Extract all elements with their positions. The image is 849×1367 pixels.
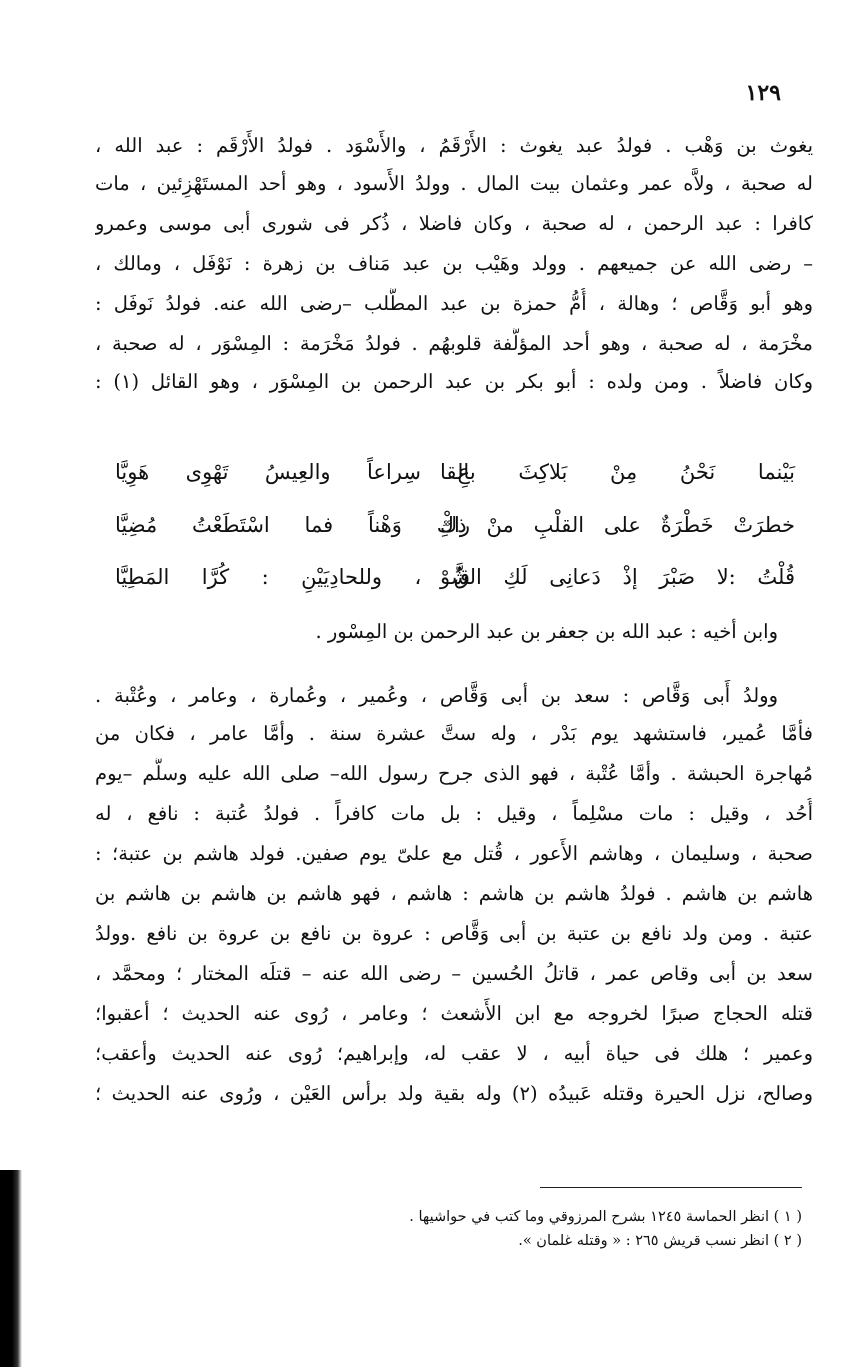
verse-hemistich-second: راكِ وَهْناً فما اسْتَطَعْتُ مُضِيَّا xyxy=(115,513,470,537)
footnote-separator xyxy=(540,1187,802,1188)
text-line: صحبة ، وسليمان ، وهاشم الأَعور ، قُتل مع علىّ يوم صفين. فولد هاشم بن عتبة؛ : xyxy=(95,842,813,865)
text-line: سعد بن أبى وقاص عمر ، قاتلُ الحُسين – رضى الله عنه – قتلَه المختار ؛ ومحمَّد ، xyxy=(95,962,813,985)
verse-line xyxy=(115,505,795,545)
text-line: وكان فاضلاً . ومن ولده : أبو بكر بن عبد الرحمن بن المِسْوَر ، وهو القائل (١) : xyxy=(95,370,813,393)
text-line: قتله الحجاج صبرًا لخروجه مع ابن الأَشعث ؛ وعامر ، رُوى عنه الحديث ؛ أعقبوا؛ xyxy=(95,1002,813,1025)
text-line: وولدُ أَبى وَقَّاص : سعد بن أبى وَقَّاص ، وعُمير ، وعُمارة ، وعامر ، وعُتْبة . xyxy=(95,684,778,707)
text-line: هاشم بن هاشم . فولدُ هاشم بن هاشم : هاشم ، فهو هاشم بن هاشم بن هاشم بن xyxy=(95,882,813,905)
footnote: ( ١ ) انظر الحماسة ١٢٤٥ بشرح المرزوقي وما كتب في حواشيها . xyxy=(409,1209,802,1225)
scan-edge-shadow xyxy=(0,1170,22,1367)
verse-line xyxy=(115,557,795,597)
text-line: له صحبة ، ولاَّه عمر وعثمان بيت المال . وولدُ الأَسود ، وهو أحد المستَهْزِئين ، مات xyxy=(95,172,813,195)
text-line: – رضى الله عن جميعهم . وولد وهَيْب بن عبد مَناف بن زهرة : نَوْفَل ، ومالك ، xyxy=(95,252,813,275)
text-line: مُهاجرة الحبشة . وأمَّا عُتْبة ، فهو الذى جرح رسول الله– صلى الله عليه وسلَّم –يوم xyxy=(95,762,813,785)
verse-hemistich-second: عِ سِراعاً والعِيسُ تَهْوِى هَوِيَّا xyxy=(115,460,470,484)
text-line: وهو أبو وَقَّاص ؛ وهالة ، أُمُّ حمزة بن عبد المطَّلب –رضى الله عنه. فولدُ نَوفَل : xyxy=(95,292,813,315)
verse-hemistich-first: خطرَتْ خَطْرَةٌ على القلْبِ منْ ذكْ xyxy=(440,513,795,537)
text-line: وابن أخيه : عبد الله بن جعفر بن عبد الرحمن بن المِسْور . xyxy=(315,620,778,643)
text-line: وصالح، نزل الحيرة وقتله عَبيدُه (٢) وله بقية ولد برأس العَيْن ، ورُوى عنه الحديث ؛ xyxy=(95,1082,813,1105)
text-line: عتبة . ومن ولد نافع بن عتبة بن أبى وَقَّاص : عروة بن نافع بن عروة بن نافع .وولدُ xyxy=(95,922,813,945)
text-line: يغوث بن وَهْب . فولدُ عبد يغوث : الأَرْقَمُ ، والأَسْوَد . فولدُ الأَرْقَم : عبد الله ، xyxy=(95,134,813,157)
verse-hemistich-first: بَيْنما نَحْنُ مِنْ بَلاكِثَ بالقا xyxy=(440,460,795,484)
page-number: ١٢٩ xyxy=(745,80,781,106)
verse-line xyxy=(115,452,795,492)
footnote: ( ٢ ) انظر نسب قريش ٢٦٥ : « وقتله غلمان ». xyxy=(518,1233,802,1249)
text-line: فأمَّا عُمير، فاستشهد يوم بَدْر ، وله ستَّ عشرة سنة . وأمَّا عامر ، فكان من xyxy=(95,722,813,745)
text-line: مخْرَمة ، له صحبة ، وهو أحد المؤلَّفة قلوبهُم . فولدُ مَخْرَمة : المِسْوَر ، له صحبة ، xyxy=(95,332,813,355)
text-line: وعمير ؛ هلك فى حياة أبيه ، لا عقب له، وإبراهيم؛ رُوى عنه الحديث وأعقب؛ xyxy=(95,1042,813,1065)
verse-hemistich-second: قُ ، وللحادِيَيْنِ : كُرَّا المَطِيَّا xyxy=(115,565,470,589)
text-line: كافرا : عبد الرحمن ، له صحبة ، وكان فاضلا ، ذُكر فى شورى أبى موسى وعمرو xyxy=(95,212,813,235)
verse-hemistich-first: قُلْتُ :لا صَبْرَ إذْ دَعانِى لَكِ الشَّوْ xyxy=(440,565,795,589)
text-line: أُحُد ، وقيل : مات مسْلِماً ، وقيل : بل مات كافراً . فولدُ عُتبة : نافع ، له xyxy=(95,802,813,825)
